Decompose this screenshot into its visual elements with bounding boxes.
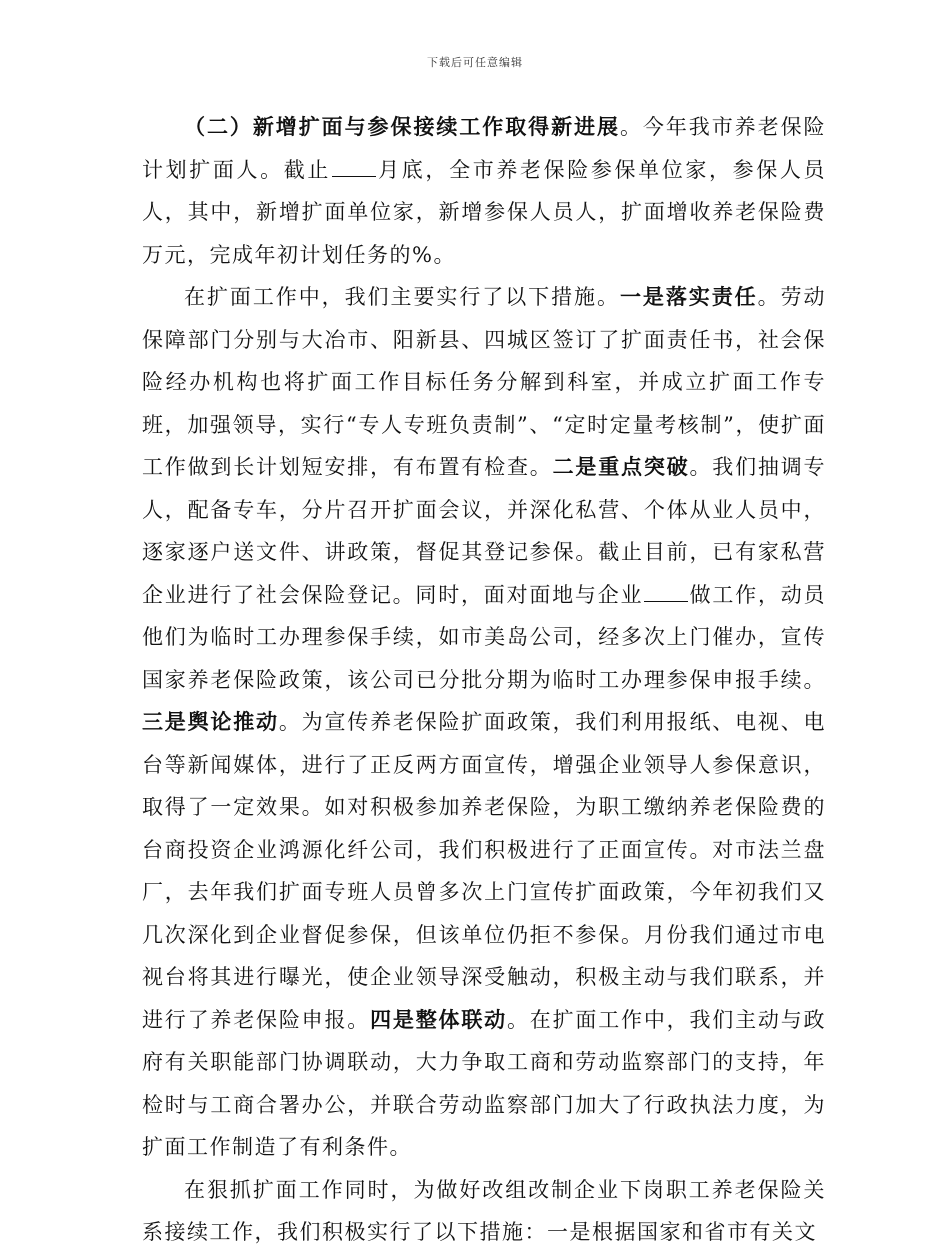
measure-title-3: 三是舆论推动: [142, 709, 279, 734]
paragraph-progress: [142, 106, 826, 276]
paragraph-measures: [142, 276, 826, 1169]
paragraph-continuation: [142, 1169, 826, 1254]
paragraph-text: 做工作，动员他们为临时工办理参保手续，如市美岛公司，经多次上门催办，宣传国家养老保险政策，该公司已分批分期为临时工办理参保申报手续。: [142, 582, 827, 692]
section-heading: （二）新增扩面与参保接续工作取得新进展: [184, 114, 620, 139]
paragraph-text: 。劳动保障部门分别与大冶市、阳新县、四城区签订了扩面责任书，社会保险经办机构也将扩面工作目标任务分解到科室，并成立扩面工作专班，加强领导，实行“专人专班负责制”、“定时定量考核制”，使扩面工作做到长计划短安排，有布置有检查。: [142, 285, 827, 479]
paragraph-text: 。我们抽调专人，配备专车，分片召开扩面会议，并深化私营、个体从业人员中，逐家逐户送文件、讲政策，督促其登记参保。截止目前，已有家私营企业进行了社会保险登记。同时，面对面地与企业: [142, 455, 827, 607]
page-header: 下载后可任意编辑: [427, 56, 523, 69]
paragraph-text: 。今年我市养老保险计划扩面人。截止: [142, 115, 827, 182]
paragraph-text: 月底，全市养老保险参保单位家，参保人员人，其中，新增扩面单位家，新增参保人员人，扩面增收养老保险费万元，完成年初计划任务的%。: [142, 157, 827, 267]
measure-title-1: 一是落实责任: [619, 284, 758, 309]
paragraph-text: 。在扩面工作中，我们主动与政府有关职能部门协调联动，大力争取工商和劳动监察部门的支持，年检时与工商合署办公，并联合劳动监察部门加大了行政执法力度，为扩面工作制造了有利条件。: [142, 1007, 827, 1159]
fill-blank: [332, 175, 376, 177]
measure-title-4: 四是整体联动: [370, 1006, 507, 1032]
paragraph-text: 。为宣传养老保险扩面政策，我们利用报纸、电视、电台等新闻媒体，进行了正反两方面宣传，增强企业领导人参保意识，取得了一定效果。如对积极参加养老保险，为职工缴纳养老保险费的台商投资企业鸿源化纤公司，我们积极进行了正面宣传。对市法兰盘厂，去年我们扩面专班人员曾多次上门宣传扩面政策，今年初我们又几次深化到企业督促参保，但该单位仍拒不参保。月份我们通过市电视台将其进行曝光，使企业领导深受触动，积极主动与我们联系，并进行了养老保险申报。: [142, 710, 827, 1032]
paragraph-text: 在扩面工作中，我们主要实行了以下措施。: [184, 285, 620, 309]
paragraph-text: 在狠抓扩面工作同时，为做好改组改制企业下岗职工养老保险关系接续工作，我们积极实行了以下措施：一是根据国家和省市有关文: [142, 1177, 826, 1244]
measure-title-2: 二是重点突破: [552, 454, 690, 479]
document-body: [142, 106, 826, 1254]
fill-blank: [644, 600, 688, 602]
